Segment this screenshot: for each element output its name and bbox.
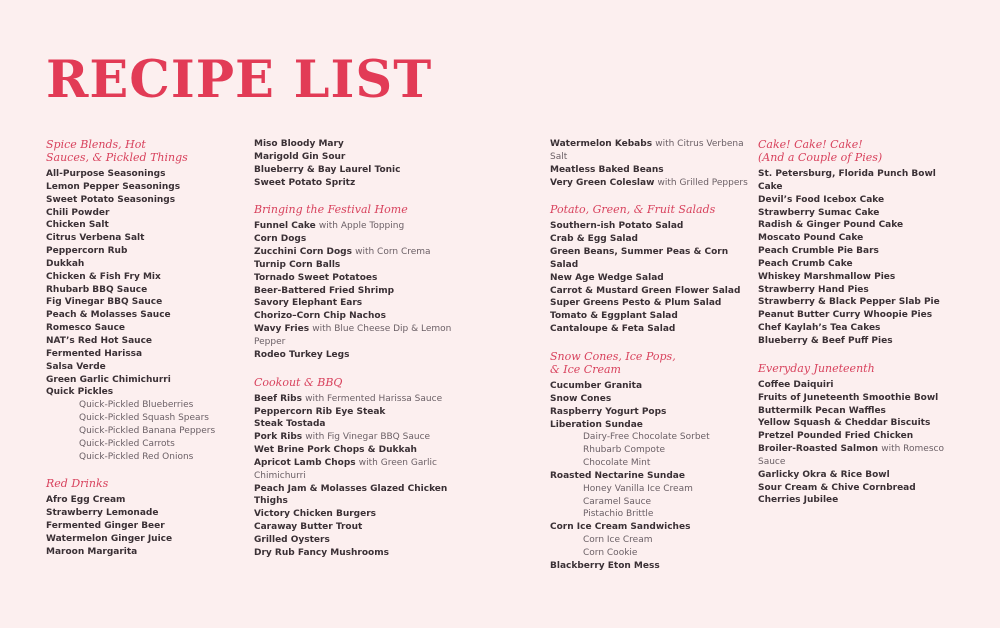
recipe-name: Peach Jam & Molasses Glazed Chicken Thighs <box>254 483 448 507</box>
recipe-item <box>254 508 454 521</box>
recipe-name: Very Green Coleslaw <box>550 177 655 188</box>
recipe-item <box>46 546 246 559</box>
recipe-name: Grilled Oysters <box>254 534 330 545</box>
recipe-item <box>550 272 748 285</box>
recipe-item <box>758 379 958 392</box>
recipe-name: Dukkah <box>46 258 85 269</box>
recipe-item <box>254 177 454 190</box>
recipe-name: Roasted Nectarine Sundae <box>550 470 685 481</box>
recipe-item <box>254 406 454 419</box>
recipe-name: Dry Rub Fancy Mushrooms <box>254 547 389 558</box>
section-heading: Bringing the Festival Home <box>254 203 408 217</box>
recipe-name: Wavy Fries <box>254 324 310 335</box>
recipe-name: Corn Ice Cream Sandwiches <box>550 522 691 533</box>
recipe-item <box>758 207 958 220</box>
sub-recipe-item: Corn Ice Cream <box>583 535 653 546</box>
recipe-name: Green Garlic Chimichurri <box>46 374 171 385</box>
recipe-item <box>254 393 454 406</box>
recipe-item <box>46 309 246 322</box>
recipe-item <box>254 534 454 547</box>
recipe-name: Chicken & Fish Fry Mix <box>46 271 161 282</box>
section-heading: Snow Cones, Ice Pops, & Ice Cream <box>550 349 676 376</box>
recipe-item <box>758 405 958 418</box>
recipe-name: Blueberry & Beef Puff Pies <box>758 335 893 346</box>
recipe-item <box>758 417 958 430</box>
recipe-name: Salsa Verde <box>46 361 106 372</box>
recipe-item <box>758 296 958 309</box>
page-title: RECIPE LIST <box>46 50 433 110</box>
recipe-item <box>254 418 454 431</box>
recipe-name: Moscato Pound Cake <box>758 233 864 244</box>
recipe-item <box>254 349 454 362</box>
recipe-name: Green Beans, Summer Peas & Corn Salad <box>550 247 729 270</box>
recipe-accompaniment: with Corn Crema <box>355 247 431 258</box>
recipe-item <box>254 164 454 177</box>
recipe-item <box>46 219 246 232</box>
recipe-name: Rhubarb BBQ Sauce <box>46 284 148 295</box>
recipe-name: Peach Crumble Pie Bars <box>758 246 879 257</box>
recipe-item <box>46 181 246 194</box>
recipe-name: Raspberry Yogurt Pops <box>550 406 667 417</box>
recipe-name: Carrot & Mustard Green Flower Salad <box>550 285 741 296</box>
recipe-item <box>550 177 748 190</box>
recipe-item <box>758 494 958 507</box>
recipe-name: Peanut Butter Curry Whoopie Pies <box>758 310 933 321</box>
recipe-item <box>254 444 454 457</box>
recipe-item <box>46 494 246 507</box>
recipe-section <box>254 203 454 361</box>
recipe-item <box>254 246 454 259</box>
recipe-name: Steak Tostada <box>254 419 326 430</box>
recipe-name: Romesco Sauce <box>46 323 126 334</box>
recipe-item <box>758 232 958 245</box>
recipe-item <box>758 219 958 232</box>
section-heading: Potato, Green, & Fruit Salads <box>550 203 716 217</box>
recipe-section <box>550 350 748 573</box>
recipe-name: Watermelon Kebabs <box>550 139 653 149</box>
recipe-name: New Age Wedge Salad <box>550 272 664 283</box>
recipe-item <box>46 296 246 309</box>
recipe-item <box>254 483 454 509</box>
recipe-name: Cantaloupe & Feta Salad <box>550 324 676 335</box>
recipe-name: Fermented Harissa <box>46 348 143 359</box>
recipe-item <box>254 431 454 444</box>
recipe-section <box>550 203 748 336</box>
recipe-item <box>550 233 748 246</box>
recipe-name: Snow Cones <box>550 393 612 404</box>
recipe-name: Tornado Sweet Potatoes <box>254 272 378 283</box>
recipe-item <box>550 323 748 336</box>
recipe-name: Caraway Butter Trout <box>254 522 363 533</box>
recipe-item <box>758 245 958 258</box>
recipe-item <box>254 220 454 233</box>
sub-recipe-item: Honey Vanilla Ice Cream <box>583 483 693 494</box>
recipe-item <box>254 259 454 272</box>
recipe-accompaniment: with Green Garlic Chimichurri <box>254 457 438 481</box>
recipe-name: Southern-ish Potato Salad <box>550 221 684 232</box>
recipe-item <box>758 392 958 405</box>
recipe-accompaniment: with Citrus Verbena Salt <box>550 139 744 162</box>
recipe-name: Maroon Margarita <box>46 546 138 557</box>
column-3 <box>550 138 748 587</box>
recipe-name: Strawberry Hand Pies <box>758 284 869 295</box>
recipe-name: Zucchini Corn Dogs <box>254 247 352 258</box>
recipe-item <box>758 322 958 335</box>
recipe-name: Watermelon Ginger Juice <box>46 533 173 544</box>
recipe-item <box>254 457 454 483</box>
recipe-item <box>254 323 454 349</box>
recipe-item <box>758 335 958 348</box>
recipe-accompaniment: with Romesco Sauce <box>758 444 944 467</box>
recipe-accompaniment: with Apple Topping <box>318 221 405 232</box>
recipe-name: Afro Egg Cream <box>46 495 126 506</box>
recipe-item <box>758 258 958 271</box>
recipe-item <box>46 232 246 245</box>
recipe-name: St. Petersburg, Florida Punch Bowl Cake <box>758 169 936 192</box>
section-heading: Cookout & BBQ <box>254 375 343 389</box>
recipe-item <box>46 194 246 207</box>
recipe-item <box>758 443 958 469</box>
recipe-section <box>550 138 748 189</box>
recipe-name: Peppercorn Rub <box>46 246 128 257</box>
recipe-name: Whiskey Marshmallow Pies <box>758 271 896 282</box>
recipe-name: NAT’s Red Hot Sauce <box>46 335 153 346</box>
recipe-name: Fruits of Juneteenth Smoothie Bowl <box>758 392 939 403</box>
recipe-name: Cucumber Granita <box>550 380 643 391</box>
recipe-name: Quick Pickles <box>46 387 114 398</box>
section-heading: Spice Blends, Hot Sauces, & Pickled Things <box>46 138 188 164</box>
sub-recipe-item: Quick-Pickled Carrots <box>79 438 175 449</box>
sub-recipe-item: Dairy-Free Chocolate Sorbet <box>583 432 710 443</box>
recipe-item <box>550 310 748 323</box>
recipe-name: Sour Cream & Chive Cornbread <box>758 482 916 493</box>
recipe-item <box>46 361 246 374</box>
recipe-item <box>254 547 454 560</box>
recipe-accompaniment: with Fig Vinegar BBQ Sauce <box>305 432 431 443</box>
recipe-section <box>46 138 246 463</box>
sub-recipe-item: Quick-Pickled Banana Peppers <box>79 425 216 436</box>
recipe-name: Coffee Daiquiri <box>758 379 834 390</box>
recipe-name: Victory Chicken Burgers <box>254 509 377 520</box>
recipe-item <box>550 246 748 272</box>
recipe-item <box>254 272 454 285</box>
recipe-name: Fig Vinegar BBQ Sauce <box>46 297 163 308</box>
sub-recipe-item: Rhubarb Compote <box>583 445 666 456</box>
recipe-name: Sweet Potato Spritz <box>254 177 356 188</box>
section-heading: Everyday Juneteenth <box>758 361 875 375</box>
sub-recipe-item: Corn Cookie <box>583 547 638 558</box>
recipe-item <box>254 151 454 164</box>
recipe-item <box>550 393 748 406</box>
recipe-item <box>758 430 958 443</box>
section-heading: Cake! Cake! Cake! (And a Couple of Pies) <box>758 138 883 164</box>
recipe-item <box>758 482 958 495</box>
recipe-name: Savory Elephant Ears <box>254 298 363 309</box>
recipe-item <box>758 271 958 284</box>
recipe-item <box>46 520 246 533</box>
recipe-item <box>46 284 246 297</box>
recipe-name: Peppercorn Rib Eye Steak <box>254 406 386 417</box>
recipe-accompaniment: with Fermented Harissa Sauce <box>305 393 443 404</box>
recipe-item <box>550 285 748 298</box>
recipe-name: Wet Brine Pork Chops & Dukkah <box>254 445 417 456</box>
recipe-item <box>46 374 246 387</box>
recipe-name: Meatless Baked Beans <box>550 164 664 175</box>
recipe-name: Turnip Corn Balls <box>254 259 341 270</box>
recipe-name: Pork Ribs <box>254 432 303 443</box>
recipe-item <box>254 138 454 151</box>
recipe-item <box>46 258 246 271</box>
sub-recipe-item: Quick-Pickled Squash Spears <box>79 413 209 424</box>
recipe-section <box>758 138 958 348</box>
recipe-item <box>550 297 748 310</box>
recipe-item <box>550 470 748 483</box>
recipe-item <box>254 297 454 310</box>
recipe-item <box>550 164 748 177</box>
recipe-item <box>550 560 748 573</box>
recipe-name: Pretzel Pounded Fried Chicken <box>758 431 914 442</box>
recipe-name: Devil’s Food Icebox Cake <box>758 194 885 205</box>
sub-recipe-item: Quick-Pickled Blueberries <box>79 400 194 411</box>
recipe-item <box>758 168 958 194</box>
recipe-name: Peach & Molasses Sauce <box>46 310 171 321</box>
recipe-name: Apricot Lamb Chops <box>254 457 356 468</box>
recipe-name: Beer-Battered Fried Shrimp <box>254 285 395 296</box>
recipe-item <box>758 309 958 322</box>
recipe-name: Liberation Sundae <box>550 419 643 430</box>
recipe-item <box>46 348 246 361</box>
recipe-accompaniment: with Blue Cheese Dip & Lemon Pepper <box>254 324 452 347</box>
recipe-name: Yellow Squash & Cheddar Biscuits <box>758 418 931 429</box>
recipe-name: Strawberry Sumac Cake <box>758 207 880 218</box>
recipe-item <box>758 469 958 482</box>
recipe-item <box>550 138 748 164</box>
recipe-name: Rodeo Turkey Legs <box>254 349 350 360</box>
recipe-item <box>758 284 958 297</box>
recipe-item <box>550 380 748 393</box>
recipe-name: Blueberry & Bay Laurel Tonic <box>254 164 401 175</box>
recipe-name: Radish & Ginger Pound Cake <box>758 220 904 231</box>
recipe-name: Miso Bloody Mary <box>254 139 344 149</box>
recipe-item <box>254 310 454 323</box>
recipe-section <box>758 362 958 507</box>
recipe-name: Tomato & Eggplant Salad <box>550 311 678 322</box>
recipe-name: Cherries Jubilee <box>758 495 839 506</box>
recipe-name: Garlicky Okra & Rice Bowl <box>758 469 890 480</box>
recipe-name: All-Purpose Seasonings <box>46 169 166 179</box>
recipe-name: Lemon Pepper Seasonings <box>46 181 181 192</box>
recipe-name: Super Greens Pesto & Plum Salad <box>550 298 722 309</box>
recipe-item <box>550 220 748 233</box>
recipe-name: Chicken Salt <box>46 220 109 231</box>
recipe-name: Chef Kaylah’s Tea Cakes <box>758 323 881 334</box>
column-2 <box>254 138 454 574</box>
recipe-accompaniment: with Grilled Peppers <box>657 177 748 188</box>
column-4 <box>758 138 958 521</box>
recipe-item <box>46 533 246 546</box>
recipe-item <box>550 521 748 534</box>
sub-recipe-item: Chocolate Mint <box>583 458 651 469</box>
column-1 <box>46 138 246 573</box>
recipe-name: Crab & Egg Salad <box>550 234 638 245</box>
recipe-item <box>254 285 454 298</box>
recipe-item <box>550 419 748 432</box>
recipe-item <box>46 168 246 181</box>
recipe-item <box>46 271 246 284</box>
recipe-item <box>758 194 958 207</box>
recipe-name: Sweet Potato Seasonings <box>46 194 176 205</box>
recipe-item <box>254 521 454 534</box>
recipe-name: Broiler-Roasted Salmon <box>758 444 879 455</box>
sub-recipe-item: Caramel Sauce <box>583 496 652 507</box>
recipe-name: Chorizo–Corn Chip Nachos <box>254 311 386 322</box>
recipe-name: Buttermilk Pecan Waffles <box>758 405 886 416</box>
sub-recipe-item: Quick-Pickled Red Onions <box>79 451 194 462</box>
recipe-item <box>46 386 246 399</box>
recipe-section <box>46 477 246 558</box>
recipe-item <box>46 245 246 258</box>
recipe-name: Strawberry Lemonade <box>46 508 159 519</box>
recipe-item <box>46 335 246 348</box>
recipe-name: Citrus Verbena Salt <box>46 233 145 244</box>
recipe-name: Corn Dogs <box>254 234 307 245</box>
sub-recipe-item: Pistachio Brittle <box>583 509 654 520</box>
recipe-name: Fermented Ginger Beer <box>46 521 165 532</box>
recipe-section <box>254 376 454 560</box>
recipe-item <box>46 207 246 220</box>
section-heading: Red Drinks <box>46 477 109 491</box>
recipe-name: Blackberry Eton Mess <box>550 560 660 571</box>
recipe-name: Funnel Cake <box>254 221 316 232</box>
recipe-item <box>254 233 454 246</box>
recipe-name: Chili Powder <box>46 207 110 218</box>
recipe-name: Peach Crumb Cake <box>758 258 853 269</box>
recipe-item <box>550 406 748 419</box>
recipe-name: Beef Ribs <box>254 393 302 404</box>
recipe-name: Strawberry & Black Pepper Slab Pie <box>758 297 940 308</box>
recipe-section <box>254 138 454 189</box>
recipe-item <box>46 322 246 335</box>
recipe-item <box>46 507 246 520</box>
recipe-name: Marigold Gin Sour <box>254 151 346 162</box>
